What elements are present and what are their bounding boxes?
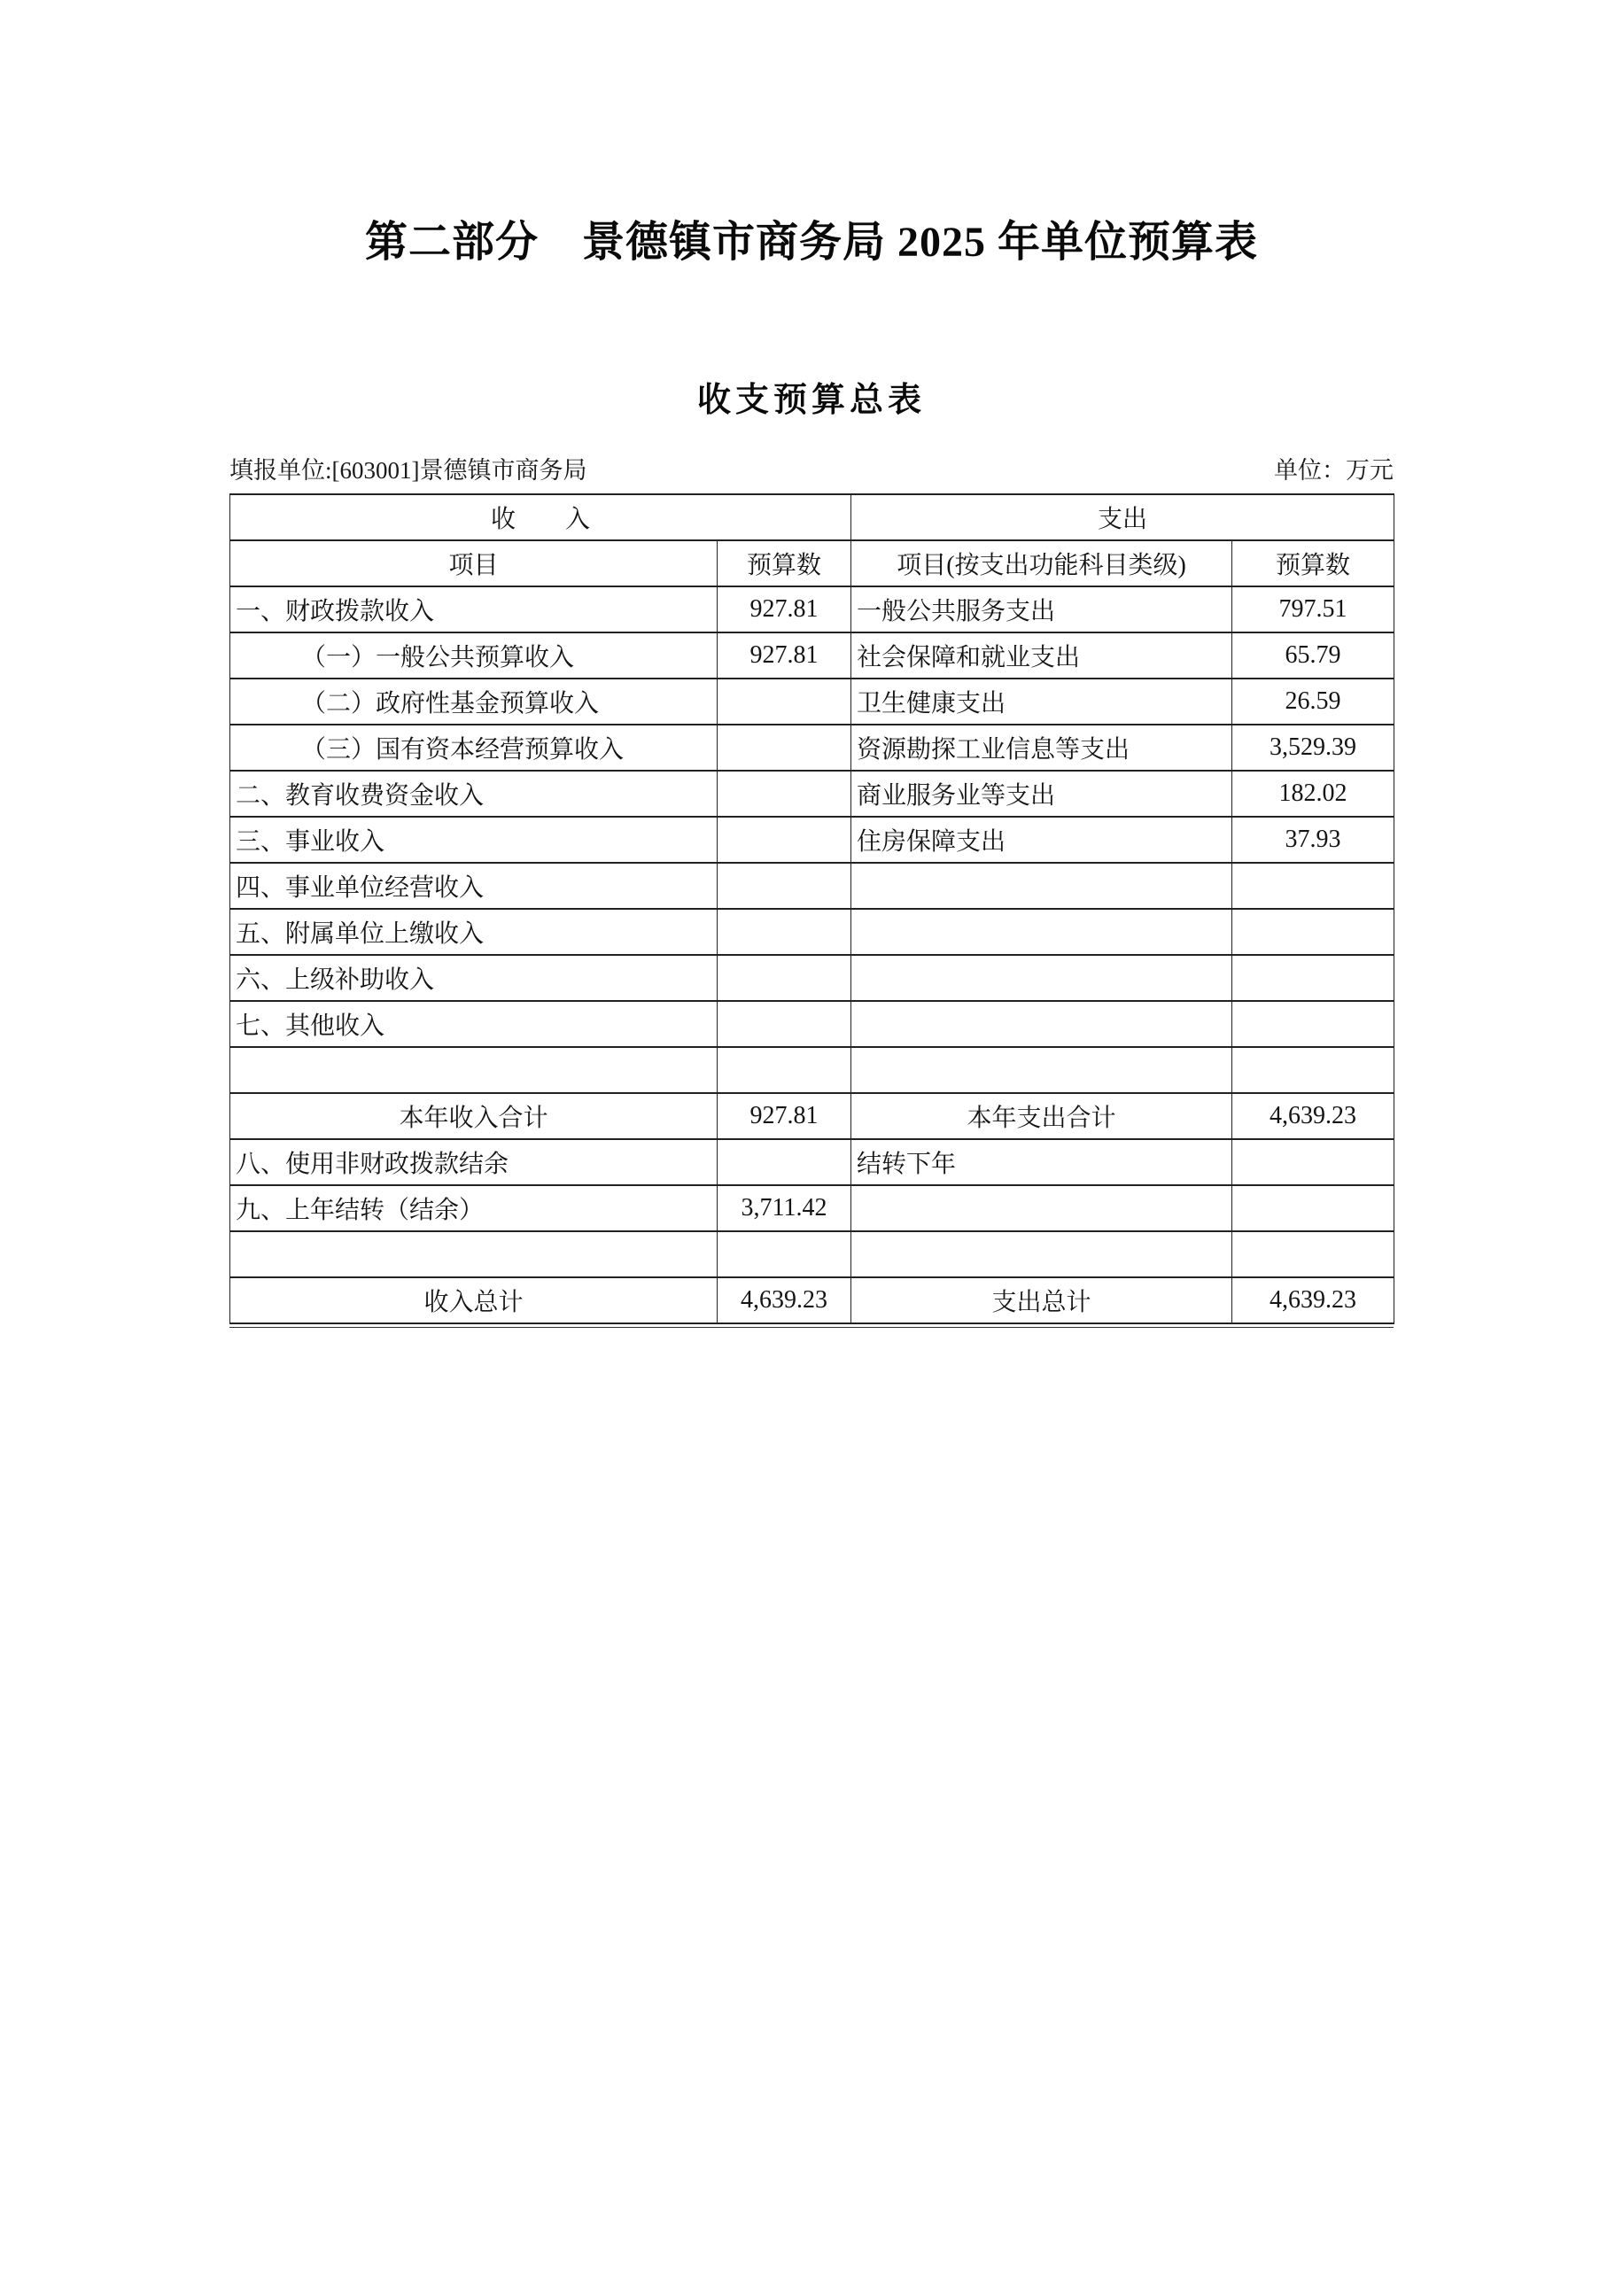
expense-item-cell: 社会保障和就业支出: [851, 632, 1232, 679]
income-item-header: 项目: [230, 540, 718, 586]
table-title: 收支预算总表: [696, 381, 926, 419]
income-group-header: 收 入: [230, 494, 851, 540]
column-header-row: [230, 540, 1394, 586]
income-item-cell: 四、事业单位经营收入: [230, 863, 718, 909]
income-item-cell: 五、附属单位上缴收入: [230, 909, 718, 955]
expense-item-cell: 支出总计: [851, 1277, 1232, 1323]
expense-budget-cell: [1232, 1001, 1394, 1047]
income-budget-cell: [718, 955, 851, 1001]
expense-item-header: 项目(按支出功能科目类级): [851, 540, 1232, 586]
table-row: [230, 1139, 1394, 1185]
income-item-cell: 七、其他收入: [230, 1001, 718, 1047]
income-budget-cell: [718, 679, 851, 725]
expense-budget-cell: [1232, 955, 1394, 1001]
table-row: [230, 679, 1394, 725]
income-budget-cell: [718, 817, 851, 863]
expense-budget-cell: [1232, 909, 1394, 955]
group-header-row: [230, 494, 1394, 540]
income-item-cell: 收入总计: [230, 1277, 718, 1323]
income-budget-cell: 3,711.42: [718, 1185, 851, 1231]
expense-budget-cell: 3,529.39: [1232, 725, 1394, 771]
expense-budget-cell: [1232, 1231, 1394, 1277]
expense-budget-cell: [1232, 1047, 1394, 1093]
table-row: [230, 1277, 1394, 1323]
income-item-cell: 六、上级补助收入: [230, 955, 718, 1001]
income-item-cell: 二、教育收费资金收入: [230, 771, 718, 817]
expense-budget-cell: 182.02: [1232, 771, 1394, 817]
expense-item-cell: [851, 1185, 1232, 1231]
income-item-cell: 本年收入合计: [230, 1093, 718, 1139]
income-item-cell: 九、上年结转（结余）: [230, 1185, 718, 1231]
income-budget-cell: [718, 1231, 851, 1277]
expense-item-cell: 住房保障支出: [851, 817, 1232, 863]
table-row: [230, 955, 1394, 1001]
income-item-cell: [230, 1231, 718, 1277]
income-item-cell: （三）国有资本经营预算收入: [230, 725, 718, 771]
expense-budget-cell: [1232, 1139, 1394, 1185]
table-row: [230, 1093, 1394, 1139]
expense-item-cell: [851, 1231, 1232, 1277]
income-item-cell: 一、财政拨款收入: [230, 586, 718, 632]
table-row: [230, 1231, 1394, 1277]
income-budget-cell: [718, 909, 851, 955]
budget-table-wrapper: [229, 493, 1394, 1328]
expense-budget-cell: 4,639.23: [1232, 1093, 1394, 1139]
expense-budget-cell: [1232, 863, 1394, 909]
income-budget-cell: 4,639.23: [718, 1277, 851, 1323]
table-row: [230, 725, 1394, 771]
income-item-cell: 八、使用非财政拨款结余: [230, 1139, 718, 1185]
income-item-cell: （二）政府性基金预算收入: [230, 679, 718, 725]
income-budget-cell: [718, 1139, 851, 1185]
expense-item-cell: [851, 909, 1232, 955]
table-row: [230, 771, 1394, 817]
expense-item-cell: [851, 863, 1232, 909]
income-budget-cell: [718, 863, 851, 909]
document-title: 第二部分 景德镇市商务局 2025 年单位预算表: [364, 219, 1258, 266]
table-row: [230, 863, 1394, 909]
table-row: [230, 1047, 1394, 1093]
budget-summary-table: [229, 493, 1394, 1324]
expense-group-header: 支出: [851, 494, 1394, 540]
expense-item-cell: 卫生健康支出: [851, 679, 1232, 725]
expense-budget-cell: [1232, 1185, 1394, 1231]
expense-budget-cell: 37.93: [1232, 817, 1394, 863]
expense-item-cell: [851, 1047, 1232, 1093]
expense-item-cell: [851, 1001, 1232, 1047]
expense-budget-cell: 4,639.23: [1232, 1277, 1394, 1323]
expense-budget-cell: 65.79: [1232, 632, 1394, 679]
income-budget-header: 预算数: [718, 540, 851, 586]
expense-item-cell: 资源勘探工业信息等支出: [851, 725, 1232, 771]
income-budget-cell: 927.81: [718, 586, 851, 632]
expense-budget-cell: 26.59: [1232, 679, 1394, 725]
income-budget-cell: 927.81: [718, 1093, 851, 1139]
table-row: [230, 586, 1394, 632]
income-budget-cell: 927.81: [718, 632, 851, 679]
table-row: [230, 909, 1394, 955]
table-row: [230, 1001, 1394, 1047]
expense-item-cell: 结转下年: [851, 1139, 1232, 1185]
expense-item-cell: [851, 955, 1232, 1001]
expense-budget-cell: 797.51: [1232, 586, 1394, 632]
expense-item-cell: 商业服务业等支出: [851, 771, 1232, 817]
filing-unit-label: 填报单位:[603001]景德镇市商务局: [229, 456, 587, 484]
table-row: [230, 1185, 1394, 1231]
income-budget-cell: [718, 771, 851, 817]
income-budget-cell: [718, 725, 851, 771]
table-row: [230, 632, 1394, 679]
income-budget-cell: [718, 1001, 851, 1047]
income-budget-cell: [718, 1047, 851, 1093]
income-item-cell: [230, 1047, 718, 1093]
income-item-cell: （一）一般公共预算收入: [230, 632, 718, 679]
income-item-cell: 三、事业收入: [230, 817, 718, 863]
table-row: [230, 817, 1394, 863]
expense-item-cell: 本年支出合计: [851, 1093, 1232, 1139]
expense-item-cell: 一般公共服务支出: [851, 586, 1232, 632]
expense-budget-header: 预算数: [1232, 540, 1394, 586]
unit-note-label: 单位：万元: [1274, 456, 1394, 484]
table-body: [230, 586, 1394, 1323]
table-meta-row: [229, 456, 1394, 485]
